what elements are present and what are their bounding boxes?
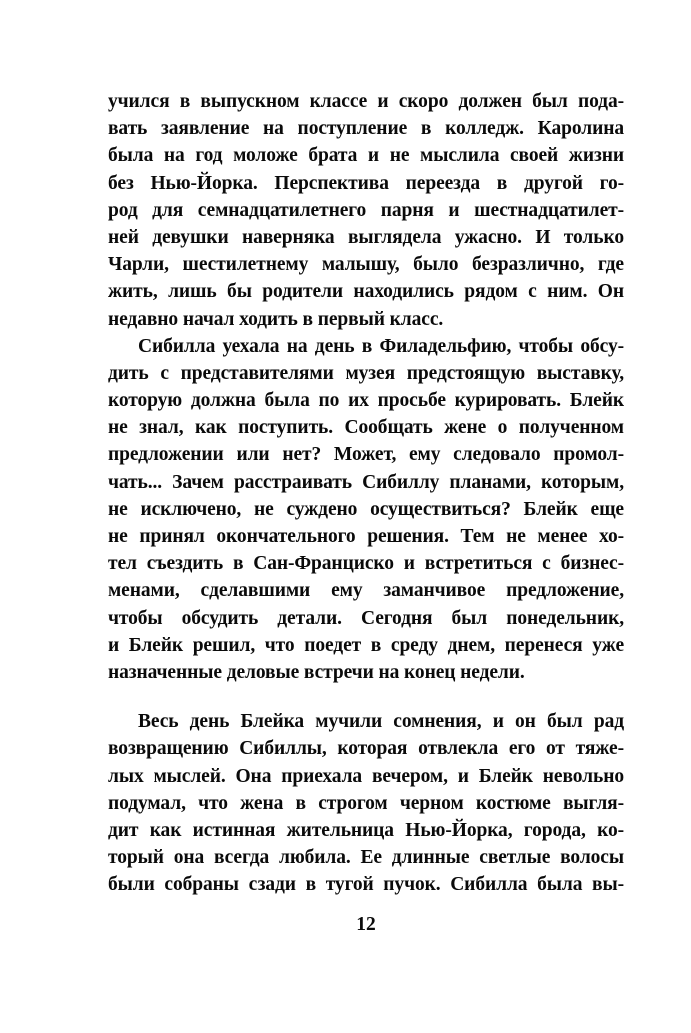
text-line: Сибилла уехала на день в Филадельфию, чтобы обсу- (138, 335, 624, 357)
text-line: жить, лишь бы родители находились рядом с ним. Он (108, 281, 624, 303)
text-line: были собраны сзади в тугой пучок. Сибилла была вы- (108, 874, 624, 896)
text-line: Чарли, шестилетнему малышу, было безразлично, где (108, 254, 624, 276)
text-line: дить с представителями музея предстоящую выставку, (108, 362, 624, 384)
text-line: вать заявление на поступление в колледж. Каролина (108, 118, 624, 140)
text-line: не знал, как поступить. Сообщать жене о полученном (108, 417, 624, 439)
text-line: подумал, что жена в строгом черном костюме выгля- (108, 792, 624, 814)
text-line: учился в выпускном классе и скоро должен был пода- (108, 91, 624, 112)
text-line: без Нью-Йорка. Перспектива переезда в другой го- (108, 172, 624, 194)
text-line: чать... Зачем расстраивать Сибиллу планами, которым, (108, 471, 624, 493)
paragraph (108, 708, 624, 898)
text-line: род для семнадцатилетнего парня и шестнадцатилет- (108, 199, 624, 221)
text-line: не исключено, не суждено осуществиться? Блейк еще (108, 498, 624, 520)
paragraph (108, 333, 624, 686)
text-line: назначенные деловые встречи на конец недели. (108, 661, 525, 683)
text-line: была на год моложе брата и не мыслила своей жизни (108, 145, 624, 167)
text-line: недавно начал ходить в первый класс. (108, 308, 444, 330)
text-line: и Блейк решил, что поедет в среду днем, перенеся уже (108, 634, 624, 656)
text-block (108, 88, 624, 898)
text-line: чтобы обсудить детали. Сегодня был понедельник, (108, 607, 624, 629)
text-line: ней девушки наверняка выглядела ужасно. И только (108, 226, 624, 248)
text-line: торый она всегда любила. Ее длинные светлые волосы (108, 847, 624, 869)
text-line: менами, сделавшими ему заманчивое предложение, (108, 580, 624, 602)
text-line: не принял окончательного решения. Тем не менее хо- (108, 526, 624, 547)
paragraph (108, 88, 624, 333)
text-line: лых мыслей. Она приехала вечером, и Блейк невольно (108, 765, 624, 787)
text-line: Весь день Блейка мучили сомнения, и он был рад (138, 711, 624, 733)
text-line: возвращению Сибиллы, которая отвлекла его от тяже- (108, 738, 624, 760)
text-line: тел съездить в Сан-Франциско и встретиться с бизнес- (108, 553, 624, 575)
text-line: которую должна была по их просьбе курировать. Блейк (108, 390, 624, 412)
text-line: дит как истинная жительница Нью-Йорка, города, ко- (108, 819, 624, 841)
text-line: предложении или нет? Может, ему следовало промол- (108, 444, 624, 466)
page-number: 12 (356, 914, 376, 935)
